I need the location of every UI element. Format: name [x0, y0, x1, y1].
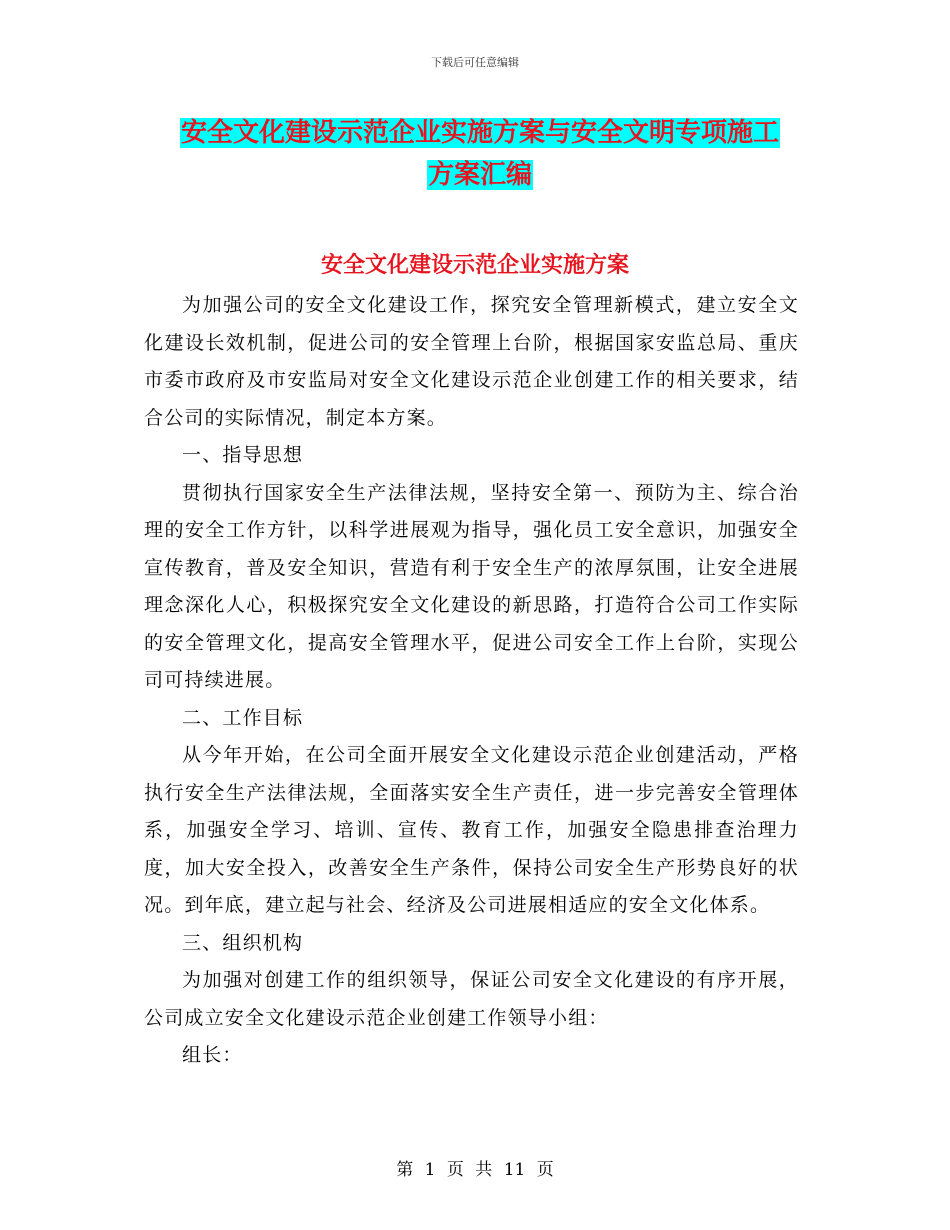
paragraph-work-goals: 从今年开始，在公司全面开展安全文化建设示范企业创建活动，严格执行安全生产法律法规，全面落实安全生产责任，进一步完善安全管理体系，加强安全学习、培训、宣传、教育工作，加强安全隐患排查治理力度，加大安全投入，改善安全生产条件，保持公司安全生产形势良好的状况。到年底，建立起与社会、经济及公司进展相适应的安全文化体系。 [144, 744, 799, 916]
document-title-line-1: 安全文化建设示范企业实施方案与安全文明专项施工 [180, 118, 779, 148]
paragraph-guiding-ideology: 贯彻执行国家安全生产法律法规，坚持安全第一、预防为主、综合治理的安全工作方针，以科学进展观为指导，强化员工安全意识，加强安全宣传教育，普及安全知识，营造有利于安全生产的浓厚氛围，让安全进展理念深化人心，积极探究安全文化建设的新思路，打造符合公司工作实际的安全管理文化，提高安全管理水平，促进公司安全工作上台阶，实现公司可持续进展。 [144, 481, 799, 691]
page-number: 第 1 页 共 11 页 [396, 1160, 554, 1180]
document-body [144, 287, 799, 1075]
document-title [150, 112, 810, 196]
heading-guiding-ideology: 一、指导思想 [182, 444, 304, 466]
header-note: 下载后可任意编辑 [431, 56, 519, 69]
section-title: 安全文化建设示范企业实施方案 [320, 252, 629, 278]
paragraph-intro: 为加强公司的安全文化建设工作，探究安全管理新模式，建立安全文化建设长效机制，促进公司的安全管理上台阶，根据国家安监总局、重庆市委市政府及市安监局对安全文化建设示范企业创建工作的相关要求，结合公司的实际情况，制定本方案。 [144, 294, 799, 429]
paragraph-organization: 为加强对创建工作的组织领导，保证公司安全文化建设的有序开展，公司成立安全文化建设示范企业创建工作领导小组： [144, 969, 799, 1029]
heading-work-goals: 二、工作目标 [182, 706, 304, 729]
paragraph-leader: 组长： [182, 1044, 243, 1066]
document-title-line-2: 方案汇编 [427, 160, 532, 190]
heading-organization: 三、组织机构 [182, 931, 304, 954]
